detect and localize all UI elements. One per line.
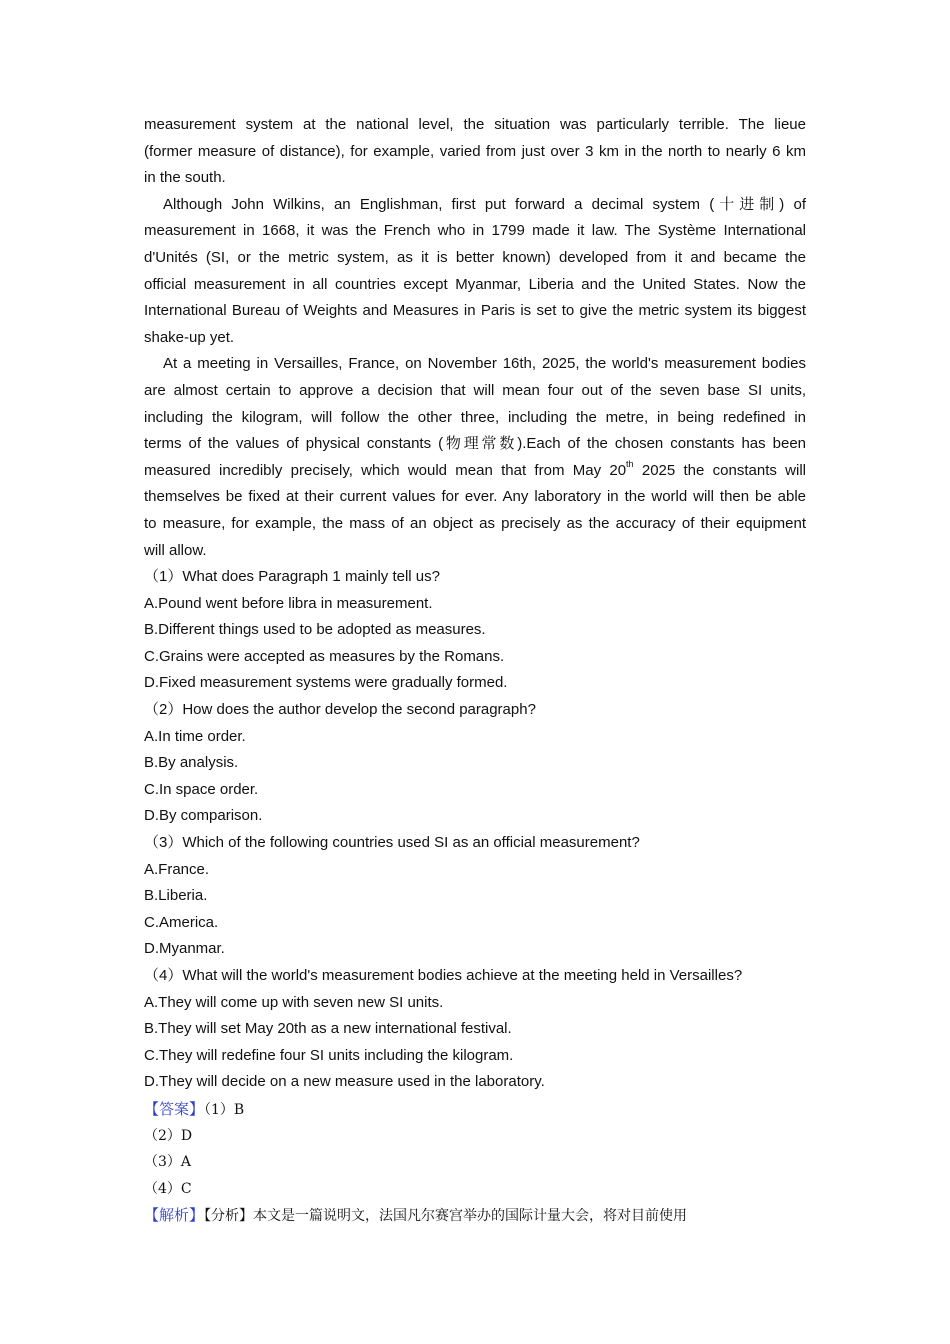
- option-a: A.In time order.: [144, 727, 246, 745]
- text-line: official measurement in all countries except Myanmar, Liberia and the United States. Now the: [144, 275, 806, 293]
- paragraph-3: [144, 351, 806, 564]
- option-c: C.America.: [144, 913, 219, 931]
- answer-item: （1）B: [204, 1101, 245, 1118]
- analysis-line: [144, 1202, 806, 1229]
- text-segment: measured incredibly precisely, which would mean that from May 20: [144, 461, 627, 479]
- answer-label: 【答案】: [144, 1099, 205, 1118]
- option-b: B.They will set May 20th as a new international festival.: [144, 1020, 512, 1038]
- option-b: B.Liberia.: [144, 887, 208, 905]
- answer-section: [144, 1096, 806, 1202]
- text-line: to measure, for example, the mass of an object as precisely as the accuracy of their equipment: [144, 514, 806, 532]
- option-b: B.Different things used to be adopted as measures.: [144, 621, 486, 639]
- option-d: D.By comparison.: [144, 807, 263, 825]
- question-2: [144, 697, 806, 830]
- analysis-section: [144, 1202, 806, 1229]
- answer-item: （2）D: [144, 1127, 193, 1144]
- question-stem: （4）What will the world's measurement bodies achieve at the meeting held in Versailles?: [144, 967, 743, 984]
- text-segment: 2025 the constants will: [633, 461, 806, 479]
- document-page: [144, 112, 806, 1229]
- answer-item: （3）A: [144, 1154, 192, 1171]
- option-b: B.By analysis.: [144, 754, 239, 772]
- option-d: D.They will decide on a new measure used in the laboratory.: [144, 1073, 545, 1091]
- superscript-th: th: [626, 458, 634, 469]
- analysis-text: 【分析】本文是一篇说明文，法国凡尔赛宫举办的国际计量大会，将对目前使用: [204, 1208, 688, 1225]
- text-line: Although John Wilkins, an Englishman, first put forward a decimal system (十进制) of: [163, 195, 806, 213]
- question-stem: （2）How does the author develop the second paragraph?: [144, 701, 536, 719]
- text-line: At a meeting in Versailles, France, on November 16th, 2025, the world's measurement bodies: [163, 355, 806, 373]
- text-line: (former measure of distance), for example, varied from just over 3 km in the north to nearly 6 km: [144, 142, 806, 160]
- option-d: D.Myanmar.: [144, 940, 225, 958]
- question-3: [144, 830, 806, 963]
- analysis-label: 【解析】: [144, 1206, 205, 1225]
- option-c: C.Grains were accepted as measures by the Romans.: [144, 647, 505, 665]
- option-c: C.In space order.: [144, 780, 259, 798]
- text-line: terms of the values of physical constants (物理常数).Each of the chosen constants has been: [144, 435, 806, 453]
- option-a: A.Pound went before libra in measurement.: [144, 594, 433, 612]
- question-1: [144, 564, 806, 697]
- text-line: including the kilogram, will follow the other three, including the metre, in being redefined in: [144, 408, 806, 426]
- option-d: D.Fixed measurement systems were gradually formed.: [144, 674, 508, 692]
- text-line: will allow.: [144, 541, 207, 559]
- text-line: d'Unités (SI, or the metric system, as it is better known) developed from it and became the: [144, 248, 806, 266]
- text-line: shake-up yet.: [144, 328, 235, 346]
- question-4: [144, 963, 806, 1096]
- text-line: International Bureau of Weights and Measures in Paris is set to give the metric system its biggest: [144, 302, 806, 320]
- text-line-with-superscript: [144, 458, 806, 485]
- option-a: A.They will come up with seven new SI units.: [144, 993, 444, 1011]
- text-line: measurement system at the national level, the situation was particularly terrible. The lieue: [144, 116, 806, 133]
- text-line: themselves be fixed at their current values for ever. Any laboratory in the world will then be able: [144, 488, 806, 506]
- question-stem: （3）Which of the following countries used SI as an official measurement?: [144, 834, 640, 852]
- paragraph-2: [144, 192, 806, 352]
- question-stem: （1）What does Paragraph 1 mainly tell us?: [144, 568, 440, 586]
- option-a: A.France.: [144, 860, 210, 878]
- option-c: C.They will redefine four SI units including the kilogram.: [144, 1046, 514, 1064]
- text-line: measurement in 1668, it was the French who in 1799 made it law. The Système International: [144, 222, 806, 240]
- answer-line-1: [144, 1096, 806, 1123]
- answer-item: （4）C: [144, 1180, 192, 1197]
- text-line: in the south.: [144, 169, 226, 187]
- paragraph-1: [144, 112, 806, 192]
- text-line: are almost certain to approve a decision that will mean four out of the seven base SI units,: [144, 381, 806, 399]
